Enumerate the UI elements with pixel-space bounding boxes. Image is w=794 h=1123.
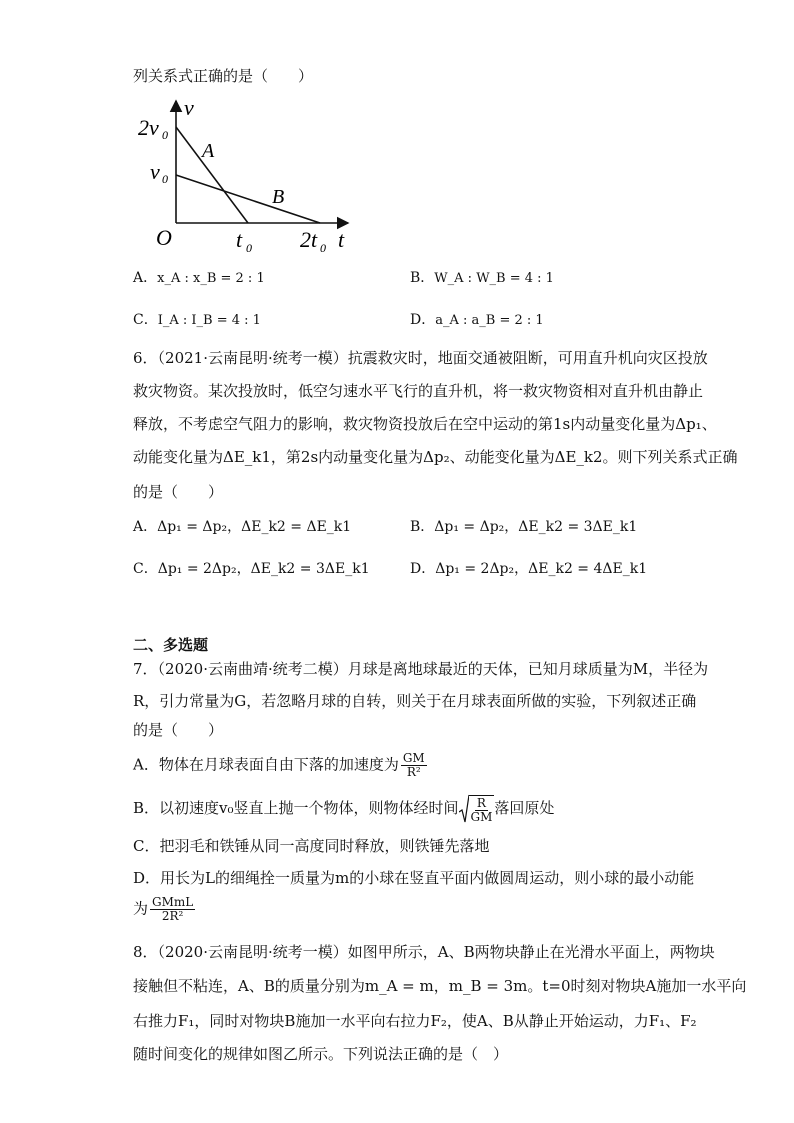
option-text: B．以初速度v₀竖直上抛一个物体，则物体经时间 (133, 799, 459, 817)
graph-line-b (176, 175, 320, 223)
q8-line-1: 8．（2020·云南昆明·统考一模）如图甲所示，A、B两物块静止在光滑水平面上，两物块 (133, 943, 715, 961)
fraction (469, 795, 495, 824)
q7-option-c: C．把羽毛和铁锤从同一高度同时释放，则铁锤先落地 (133, 837, 490, 855)
option-text-end: 落回原处 (494, 799, 555, 817)
section-title: 二、多选题 (133, 636, 209, 654)
q7-option-a (133, 752, 429, 779)
option-label: D． (410, 312, 436, 328)
q8-line-4: 随时间变化的规律如图乙所示。下列说法正确的是（ ） (133, 1045, 509, 1063)
q6-line-4: 动能变化量为ΔE_k1，第2s内动量变化量为Δp₂、动能变化量为ΔE_k2。则下列关系式正确 (133, 448, 738, 466)
fraction-numerator: GMmL (152, 895, 194, 909)
graph-tick-v0: v (150, 159, 160, 184)
option-formula: a_A : a_B = 2 : 1 (435, 313, 544, 328)
fraction-numerator: GM (402, 751, 425, 765)
q5-stem-end: 列关系式正确的是（ ） (133, 67, 314, 85)
q8-line-3: 右推力F₁，同时对物块B施加一水平向右拉力F₂，使A、B从静止开始运动，力F₁、F₂ (133, 1012, 697, 1030)
q5-option-a (133, 268, 265, 289)
fraction-denominator: 2R² (161, 909, 184, 923)
graph-tick-t0: t (236, 227, 243, 252)
option-text: 为 (133, 899, 149, 918)
q6-option-b: B．Δp₁ = Δp₂，ΔE_k2 = 3ΔE_k1 (410, 519, 638, 535)
fraction-denominator: GM (470, 809, 493, 824)
q5-option-c (133, 310, 261, 331)
graph-x-label: t (338, 227, 345, 252)
option-label: A． (133, 270, 158, 286)
fraction (401, 752, 427, 779)
q7-line-2: R，引力常量为G，若忽略月球的自转，则关于在月球表面所做的实验，下列叙述正确 (133, 692, 697, 710)
fraction (150, 896, 195, 923)
graph-label-a: A (202, 140, 215, 162)
q6-option-a: A．Δp₁ = Δp₂，ΔE_k2 = ΔE_k1 (133, 519, 352, 535)
q6-line-1: 6．（2021·云南昆明·统考一模）抗震救灾时，地面交通被阻断，可用直升机向灾区投放 (133, 349, 708, 367)
q7-line-3: 的是（ ） (133, 721, 224, 739)
option-label: C． (133, 312, 158, 328)
q7-option-b (133, 794, 554, 824)
q6-option-d: D．Δp₁ = 2Δp₂，ΔE_k2 = 4ΔE_k1 (410, 561, 648, 577)
graph-y-label: v (184, 95, 194, 120)
option-formula: I_A : I_B = 4 : 1 (157, 313, 261, 328)
graph-tick-t0-sub: 0 (246, 241, 252, 255)
graph-tick-2t0: 2t (300, 227, 318, 252)
graph-tick-2v0: 2v (138, 115, 159, 140)
option-formula: x_A : x_B = 2 : 1 (157, 271, 265, 286)
graph-tick-2v0-sub: 0 (162, 128, 168, 142)
q6-line-2: 救灾物资。某次投放时，低空匀速水平飞行的直升机，将一救灾物资相对直升机由静止 (133, 382, 704, 400)
q7-line-1: 7．（2020·云南曲靖·统考二模）月球是离地球最近的天体，已知月球质量为M，半径为 (133, 660, 709, 678)
q5-option-d (410, 310, 544, 331)
option-label: B． (410, 270, 435, 286)
graph-label-b: B (272, 186, 285, 208)
graph-origin: O (156, 225, 172, 250)
q7-option-d-line-1: D．用长为L的细绳拴一质量为m的小球在竖直平面内做圆周运动，则小球的最小动能 (133, 869, 695, 887)
q6-option-c: C．Δp₁ = 2Δp₂，ΔE_k2 = 3ΔE_k1 (133, 561, 370, 577)
option-formula: W_A : W_B = 4 : 1 (434, 271, 554, 286)
q7-option-d-line-2 (133, 896, 197, 923)
graph-tick-v0-sub: 0 (162, 172, 168, 186)
q5-option-b (410, 268, 554, 289)
velocity-time-graph (130, 95, 360, 260)
fraction-numerator: R (476, 795, 486, 810)
graph-tick-2t0-sub: 0 (320, 241, 326, 255)
square-root (459, 794, 495, 824)
q6-line-3: 释放，不考虑空气阻力的影响，救灾物资投放后在空中运动的第1s内动量变化量为Δp₁、 (133, 415, 717, 433)
fraction-denominator: R² (406, 765, 421, 779)
q6-line-5: 的是（ ） (133, 483, 224, 501)
option-text: A．物体在月球表面自由下落的加速度为 (133, 755, 399, 774)
q8-line-2: 接触但不粘连，A、B的质量分别为m_A = m，m_B = 3m。t=0时刻对物块A施加一水平向 (133, 977, 747, 995)
